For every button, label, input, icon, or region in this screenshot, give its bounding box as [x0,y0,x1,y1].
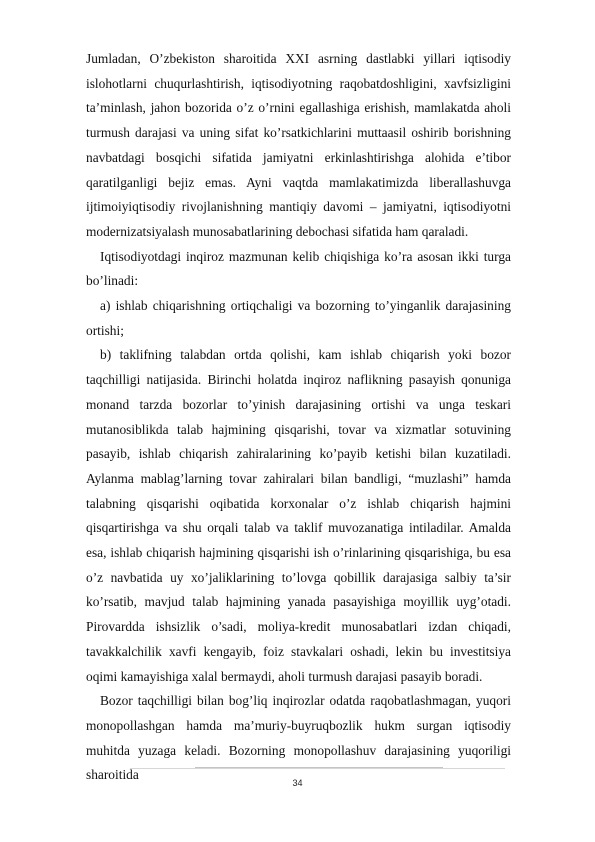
paragraph-item-a: a) ishlab chiqarishning ortiqchaligi va bozorning to’yinganlik darajasining ortishi; [86,298,511,338]
page-number: 34 [292,778,303,788]
paragraph-intro: Jumladan, O’zbekiston sharoitida XXI asrning dastlabki yillari iqtisodiy islohotlarni chuqurlashtirish, iqtisodiyotning raqobatdoshligini, xavfsizligini ta’minlash, jahon bozorida o’z o’rnini egallashiga erishish, mamlakatda aholi turmush darajasi va uning sifat ko’rsatkichlarini muttaasil oshirib borishning navbatdagi bosqichi sifatida jamiyatni erkinlashtirishga alohida e’tibor qaratilganligi bejiz emas. Ayni vaqtda mamlakatimizda liberallashuvga ijtimoiyiqtisodiy rivojlanishning mantiqiy davomi – jamiyatni, iqtisodiyotni modernizatsiyalash munosabatlarining debochasi sifatida ham qaraladi. [86,51,511,239]
paragraph-item-b: b) taklifning talabdan ortda qolishi, kam ishlab chiqarish yoki bozor taqchilligi natijasida. Birinchi holatda inqiroz naflikning pasayish qonuniga monand tarzda bozorlar to’yinish darajasining ortishi va unga teskari mutanosiblikda talab hajmining qisqarishi, tovar va xizmatlar sotuvining pasayib, ishlab chiqarish zahiralarining ko’payib ketishi bilan kuzatiladi. Aylanma mablag’larning tovar zahiralari bilan bandligi, “muzlashi” hamda talabning qisqarishi oqibatida korxonalar o’z ishlab chiqarish hajmini qisqartirishga va shu orqali talab va taklif muvozanatiga intiladilar. Amalda esa, ishlab chiqarish hajmining qisqarishi ish o’rinlarining qisqarishiga, bu esa o’z navbatida uy xo’jaliklarining to’lovga qobillik darajasiga salbiy ta’sir ko’rsatib, mavjud talab hajmining yanada pasayishiga moyillik uyg’otadi. Pirovardda ishsizlik o’sadi, moliya-kredit munosabatlari izdan chiqadi, tavakkalchilik xavfi kengayib, foiz stavkalari oshadi, lekin bu investitsiya oqimi kamayishiga xalal bermaydi, aholi turmush darajasi pasayib boradi. [86,347,511,684]
footer-divider-inner [195,767,443,768]
footer-divider [130,768,505,769]
paragraph-crisis-types: Iqtisodiyotdagi inqiroz mazmunan kelib chiqishiga ko’ra asosan ikki turga bo’linadi: [86,248,511,289]
body-text [86,47,511,788]
paragraph-market-deficit: Bozor taqchilligi bilan bog’liq inqirozlar odatda raqobatlashmagan, yuqori monopollashgan hamda ma’muriy-buyruqbozlik hukm surgan iqtisodiy muhitda yuzaga keladi. Bozorning monopollashuv darajasining yuqoriligi sharoitida [86,693,511,783]
